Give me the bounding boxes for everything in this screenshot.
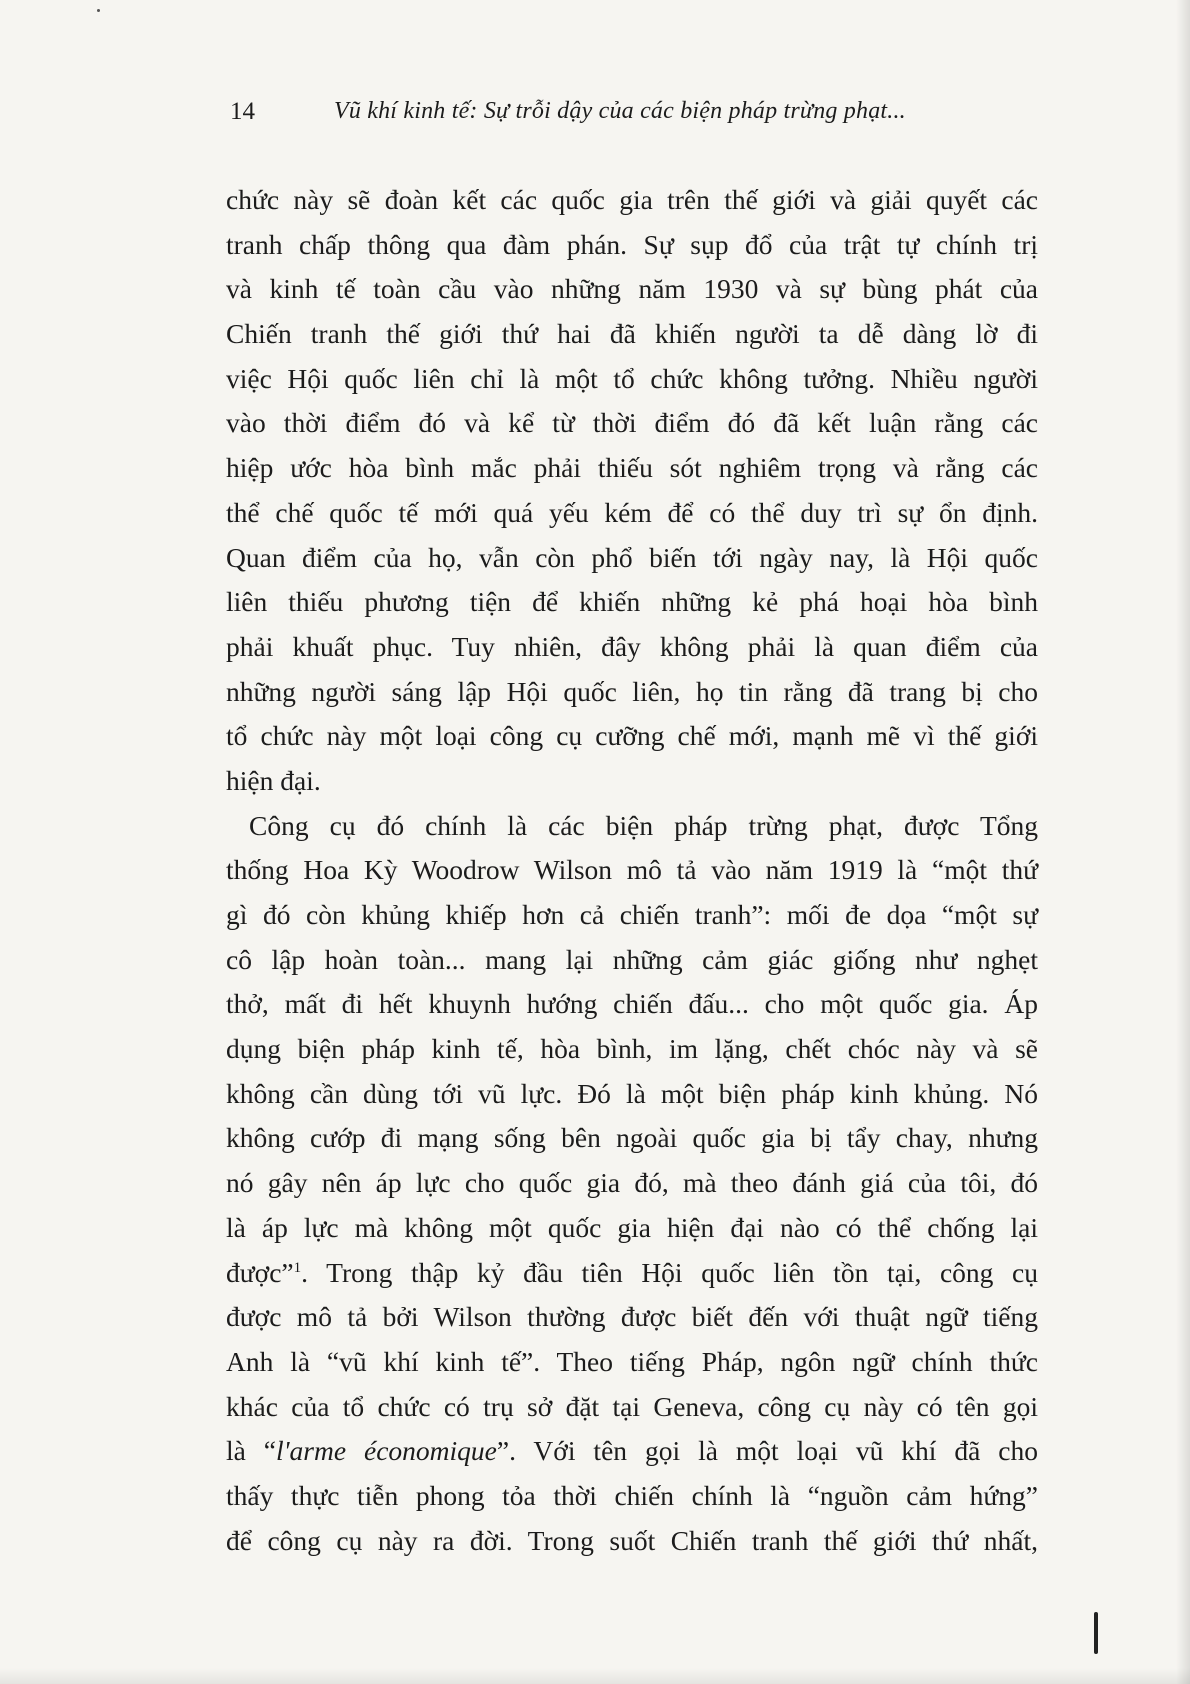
text-line: và kinh tế toàn cầu vào những năm 1930 và sự bùng phát của <box>226 273 1038 305</box>
text-line: phải khuất phục. Tuy nhiên, đây không phải là quan điểm của <box>226 630 1038 662</box>
text-line: hiệp ước hòa bình mắc phải thiếu sót nghiêm trọng và rằng các <box>226 452 1038 484</box>
line-continuation: . Trong thập kỷ đầu tiên Hội quốc liên tồn tại, công cụ <box>301 1256 1038 1288</box>
footnote-marker: 1 <box>293 1259 302 1276</box>
running-header <box>214 92 944 132</box>
text-line: vào thời điểm đó và kể từ thời điểm đó đã kết luận rằng các <box>226 407 1038 439</box>
text-line: thống Hoa Kỳ Woodrow Wilson mô tả vào năm 1919 là “một thứ <box>226 854 1038 886</box>
body-text <box>226 178 1038 1563</box>
text-line: cô lập hoàn toàn... mang lại những cảm giác giống như nghẹt <box>226 943 1038 975</box>
text-line: không cần dùng tới vũ lực. Đó là một biện pháp kinh khủng. Nó <box>226 1077 1038 1109</box>
paragraph-end-line: hiện đại. <box>226 764 321 796</box>
text-line: thể chế quốc tế mới quá yếu kém để có thể duy trì sự ổn định. <box>226 496 1038 528</box>
text-line: Chiến tranh thế giới thứ hai đã khiến người ta dễ dàng lờ đi <box>226 318 1038 350</box>
paragraph-first-line: Công cụ đó chính là các biện pháp trừng phạt, được Tổng <box>249 809 1038 841</box>
text-line: Quan điểm của họ, vẫn còn phổ biến tới ngày nay, là Hội quốc <box>226 541 1038 573</box>
scan-mark <box>1094 1612 1098 1654</box>
text-line: để công cụ này ra đời. Trong suốt Chiến tranh thế giới thứ nhất, <box>226 1524 1038 1556</box>
page-bottom-shadow <box>0 1668 1190 1684</box>
quote-close: được” <box>226 1256 294 1288</box>
italic-term: l'arme économique <box>276 1435 497 1467</box>
line-continuation: ”. Với tên gọi là một loại vũ khí đã cho <box>496 1435 1038 1467</box>
text-line: không cướp đi mạng sống bên ngoài quốc gia bị tẩy chay, nhưng <box>226 1122 1038 1154</box>
page-number: 14 <box>230 98 255 125</box>
text-line: liên thiếu phương tiện để khiến những kẻ phá hoại hòa bình <box>226 586 1038 618</box>
text-line-with-footnote <box>226 1251 1038 1296</box>
text-line: những người sáng lập Hội quốc liên, họ tin rằng đã trang bị cho <box>226 675 1038 707</box>
text-line: dụng biện pháp kinh tế, hòa bình, im lặng, chết chóc này và sẽ <box>226 1033 1038 1065</box>
text-line: tổ chức này một loại công cụ cưỡng chế mới, mạnh mẽ vì thế giới <box>226 720 1038 752</box>
text-line: là áp lực mà không một quốc gia hiện đại nào có thể chống lại <box>226 1211 1038 1243</box>
text-line: chức này sẽ đoàn kết các quốc gia trên thế giới và giải quyết các <box>226 184 1038 215</box>
text-line: khác của tổ chức có trụ sở đặt tại Geneva, công cụ này có tên gọi <box>226 1390 1038 1422</box>
page-edge-shadow <box>1176 0 1190 1684</box>
running-title: Vũ khí kinh tế: Sự trỗi dậy của các biện pháp trừng phạt... <box>334 98 906 124</box>
text-line: Anh là “vũ khí kinh tế”. Theo tiếng Pháp, ngôn ngữ chính thức <box>226 1345 1038 1377</box>
text-line: gì đó còn khủng khiếp hơn cả chiến tranh”: mối đe dọa “một sự <box>226 899 1038 930</box>
text-line: thở, mất đi hết khuynh hướng chiến đấu... cho một quốc gia. Áp <box>226 988 1038 1020</box>
text-line: việc Hội quốc liên chỉ là một tổ chức không tưởng. Nhiều người <box>226 362 1038 394</box>
text-line: thấy thực tiễn phong tỏa thời chiến chính là “nguồn cảm hứng” <box>226 1479 1038 1511</box>
line-start: là “ <box>226 1435 277 1467</box>
text-line: được mô tả bởi Wilson thường được biết đến với thuật ngữ tiếng <box>226 1301 1038 1333</box>
text-line: nó gây nên áp lực cho quốc gia đó, mà theo đánh giá của tôi, đó <box>226 1167 1038 1199</box>
scan-speck <box>97 9 100 12</box>
text-line: tranh chấp thông qua đàm phán. Sự sụp đổ của trật tự chính trị <box>226 228 1038 260</box>
text-line-with-italic <box>226 1429 1038 1474</box>
